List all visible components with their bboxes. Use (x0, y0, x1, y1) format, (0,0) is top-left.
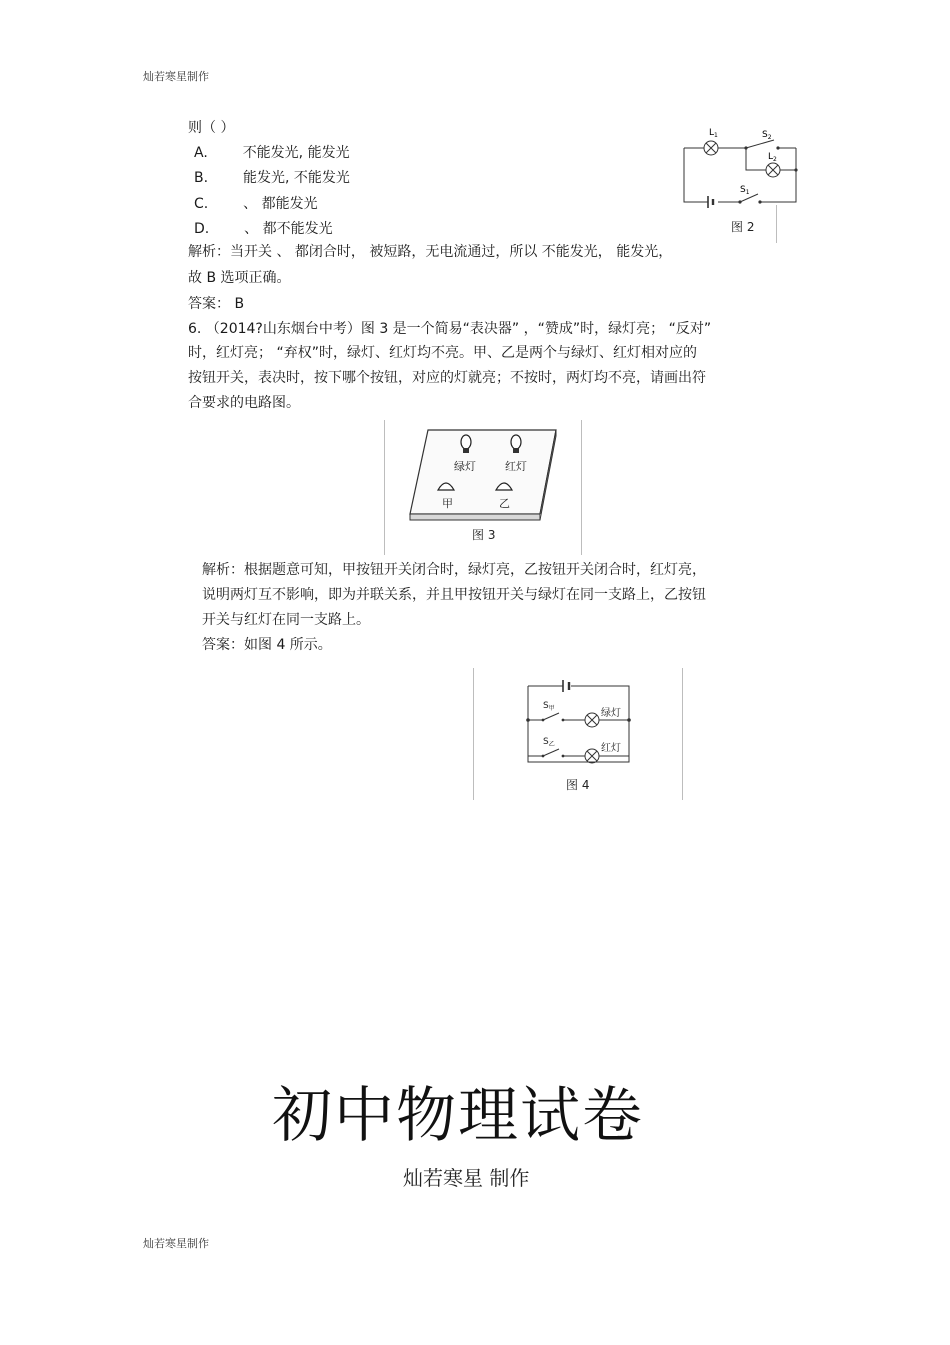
page-footer: 灿若寒星制作 (143, 1237, 209, 1250)
option-text: 、 都不能发光 (244, 221, 333, 237)
divider (384, 420, 385, 555)
switch-b-icon (543, 749, 559, 756)
switch-a-label: $S_甲$ (543, 701, 555, 712)
question-6-line-3: 按钮开关，表决时，按下哪个按钮，对应的灯就亮；不按时，两灯均不亮，请画出符 (188, 370, 706, 386)
wire (684, 148, 708, 202)
red-lamp-label: 红灯 (505, 460, 527, 473)
figure-4-circuit (525, 676, 635, 766)
option-label: D. (194, 221, 210, 237)
analysis-line-2: 故 B 选项正确。 (188, 270, 291, 286)
cover-title: 初中物理试卷 (272, 1081, 644, 1151)
switch-s2-icon (746, 140, 774, 148)
option-text: 能发光, 不能发光 (242, 170, 350, 186)
lamp-cross (768, 165, 778, 175)
option-label: C. (194, 196, 209, 212)
question-6-line-4: 合要求的电路图。 (188, 395, 300, 411)
figure-3-caption: 图 3 (472, 528, 496, 542)
label-l2: $L_2$ (768, 152, 777, 163)
option-label: A. (194, 145, 208, 161)
button-b-label: 乙 (499, 497, 510, 510)
green-lamp-label: 绿灯 (601, 708, 621, 719)
figure-2-caption: 图 2 (731, 220, 755, 234)
option-d (194, 219, 333, 239)
label-s1: $S_1$ (740, 185, 750, 196)
figure-2-circuit (678, 120, 808, 230)
label-s2: $S_2$ (762, 130, 772, 141)
question-6-line-2: 时，红灯亮； “弃权”时，绿灯、红灯均不亮。甲、乙是两个与绿灯、红灯相对应的 (188, 345, 697, 361)
option-text: 、 都能发光 (243, 196, 318, 212)
wire (746, 148, 766, 170)
solution-answer: 答案：如图 4 所示。 (202, 637, 332, 653)
solution-line-1: 解析：根据题意可知，甲按钮开关闭合时，绿灯亮，乙按钮开关闭合时，红灯亮， (202, 562, 706, 578)
option-text: 不能发光, 能发光 (242, 145, 350, 161)
solution-line-2: 说明两灯互不影响，即为并联关系，并且甲按钮开关与绿灯在同一支路上，乙按钮 (202, 587, 706, 603)
button-a-label: 甲 (442, 497, 453, 510)
divider (776, 205, 777, 243)
option-a (194, 143, 350, 163)
cover-subtitle: 灿若寒星 制作 (403, 1166, 530, 1190)
question-6-line-1: 6. （2014?山东烟台中考）图 3 是一个简易“表决器” ，“赞成”时，绿灯亮； “反对” (188, 321, 712, 337)
switch-a-icon (543, 713, 559, 720)
lamp-cross (587, 751, 597, 761)
divider (581, 420, 582, 555)
page-header: 灿若寒星制作 (143, 70, 209, 83)
divider (473, 668, 474, 800)
switch-b-label: $S_乙$ (543, 737, 555, 748)
lamp-cross (587, 715, 597, 725)
analysis-line-1: 解析：当开关 、 都闭合时， 被短路，无电流通过，所以 不能发光， 能发光， (188, 244, 673, 260)
label-l1: $L_1$ (709, 128, 718, 139)
figure-4-caption: 图 4 (566, 778, 590, 792)
figure-3-voting-board (408, 428, 558, 523)
divider (682, 668, 683, 800)
lamp-cross (706, 143, 716, 153)
question-stem: 则（ ） (188, 120, 235, 136)
answer-line: 答案： B (188, 296, 245, 312)
option-c (194, 194, 318, 214)
green-lamp-label: 绿灯 (454, 460, 476, 473)
option-b (194, 168, 350, 188)
solution-line-3: 开关与红灯在同一支路上。 (202, 612, 370, 628)
red-lamp-label: 红灯 (601, 743, 621, 754)
option-label: B. (194, 170, 209, 186)
